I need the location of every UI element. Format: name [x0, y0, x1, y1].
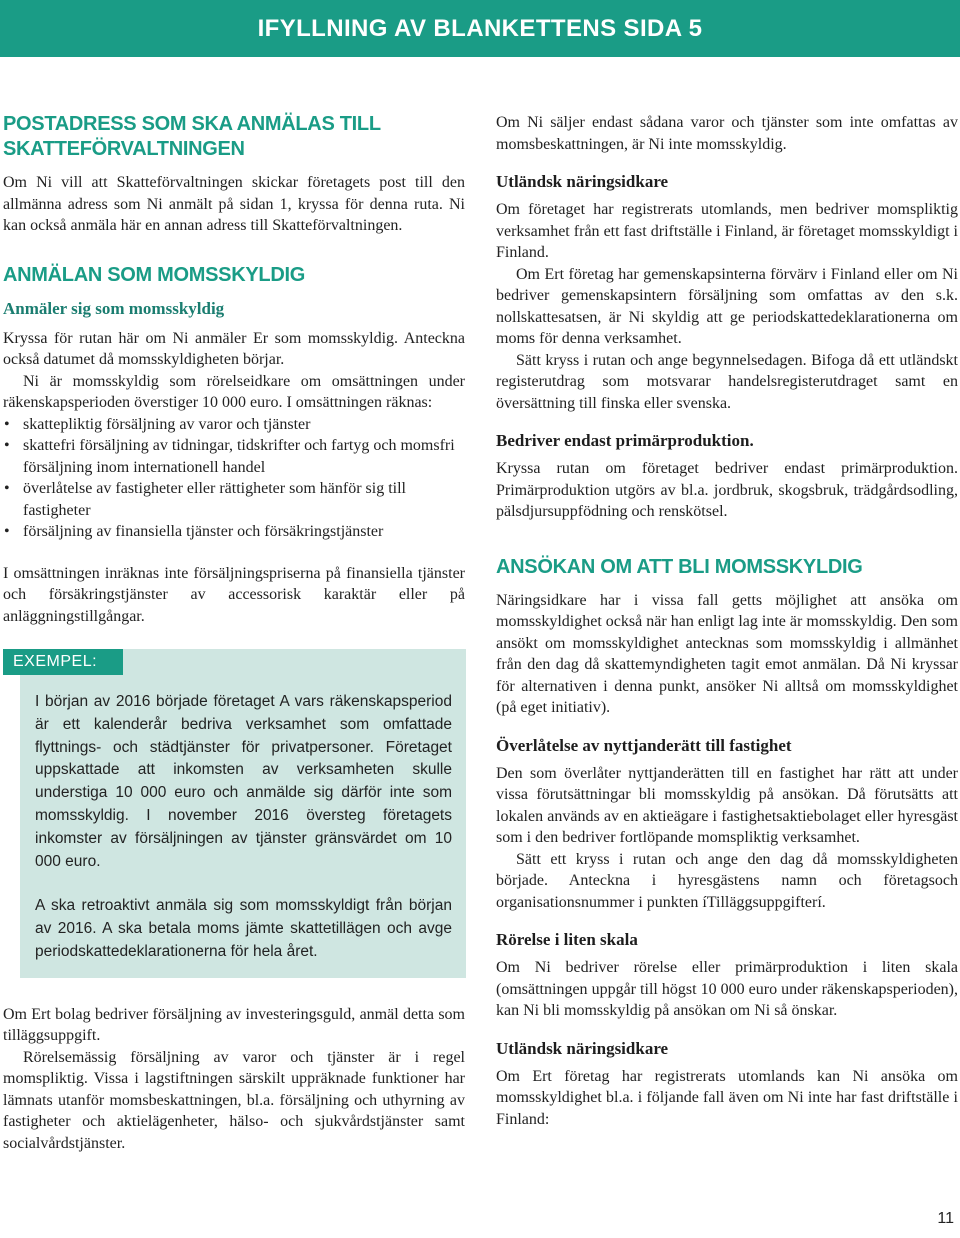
- right-column: [496, 112, 958, 1130]
- example-body: [35, 675, 452, 964]
- heading-foreign-trader: Utländsk näringsidkare: [496, 172, 669, 191]
- left-column: [3, 112, 465, 1154]
- foreign-trader-text-2: Om Ert företag har gemenskapsinterna förvärv i Finland eller om Ni bedriver gemenskapsintern försäljning som omfattas av den s.k. nollskattesatsen, är Ni skyldig att ge periodskattedeklarationerna om moms för denna verksamhet.: [496, 265, 958, 347]
- example-text-1: I början av 2016 började företaget A vars räkenskapsperiod är ett kalenderår bedriva verksamhet som omfattade flyttnings- och städtjänster för privatpersoner. Företaget uppskattade att inkomsten av verksamheten skulle understiga 10 000 euro och anmälde sig därför inte som momsskyldig. I november 2016 översteg företagets inkomster av försäljningen av tjänster gränsvärdet om 10 000 euro.: [35, 693, 452, 870]
- subheading-registers-vat: Anmäler sig som momsskyldig: [3, 298, 225, 318]
- section-heading-apply-vat: ANSÖKAN OM ATT BLI MOMSSKYLDIG: [496, 555, 863, 578]
- example-text-2: A ska retroaktivt anmäla sig som momsskyldigt från början av 2016. A ska betala moms jämte skattetillägen och avge periodskattedeklarationerna för hela året.: [35, 897, 452, 960]
- heading-foreign-trader-2: Utländsk näringsidkare: [496, 1038, 669, 1058]
- turnover-exclusion-text: I omsättningen inräknas inte försäljningspriserna på finansiella tjänster och försäkringstjänster av accessorisk karaktär eller på anläggningstillgångar.: [3, 564, 465, 625]
- list-item: • överlåtelse av fastigheter eller rättigheter som hänför sig till fastigheter: [3, 478, 465, 521]
- vat-registration-text-1: Kryssa för rutan här om Ni anmäler Er som momsskyldig. Anteckna också datumet då momsskyldigheten börjar.: [3, 329, 465, 368]
- property-transfer-text-1: Den som överlåter nyttjanderätten till en fastighet har rätt att under vissa förutsättningar bli momsskyldig på ansökan. Då förutsätts att lokalen används av en aktieägare i fastighetsaktiebolaget eller hyresgäst som i den bedriver fortlöpande momspliktig verksamhet.: [496, 764, 958, 846]
- list-item: • skattefri försäljning av tidningar, tidskrifter och fartyg och momsfri försäljning inom internationell handel: [3, 435, 465, 478]
- banner-title: IFYLLNING AV BLANKETTENS SIDA 5: [257, 14, 703, 42]
- section-heading-vat-registration: ANMÄLAN SOM MOMSSKYLDIG: [3, 263, 305, 286]
- heading-property-transfer: Överlåtelse av nyttjanderätt till fastighet: [496, 735, 792, 755]
- list-item: • försäljning av finansiella tjänster och försäkringstjänster: [3, 521, 465, 543]
- example-label: EXEMPEL:: [3, 649, 123, 675]
- heading-primary-production: Bedriver endast primärproduktion.: [496, 431, 754, 450]
- property-transfer-text-2: Sätt ett kryss i rutan och ange den dag då momsskyldigheten började. Anteckna i hyresgästens namn och företagsoch organisationsnummer i punkten íTilläggsuppgifterí.: [496, 850, 958, 911]
- investment-gold-text: Om Ert bolag bedriver försäljning av investeringsguld, anmäl detta som tilläggsuppgift.: [3, 1005, 465, 1045]
- postal-address-text: Om Ni vill att Skatteförvaltningen skickar företagets post till den allmänna adress som Ni anmält på sidan 1, kryssa för denna ruta. Ni kan också anmäla här en annan adress till Skatteförvaltningen.: [3, 174, 465, 234]
- foreign-trader-text-1: Om företaget har registrerats utomlands, men bedriver momspliktig verksamhet från ett fast driftställe i Finland, är företaget momsskyldigt i Finland.: [496, 201, 958, 261]
- heading-small-business: Rörelse i liten skala: [496, 930, 638, 949]
- page-banner: [0, 0, 960, 57]
- list-item: • skattepliktig försäljning av varor och tjänster: [3, 414, 465, 436]
- primary-production-text: Kryssa rutan om företaget bedriver endast primärproduktion. Primärproduktion utgörs av bl.a. jordbruk, skogsbruk, trädgårdsodling, pälsdjursuppfödning och renskötsel.: [496, 460, 958, 520]
- apply-vat-text: Näringsidkare har i vissa fall getts möjlighet att ansöka om momsskyldighet också när han enligt lag inte är momsskyldig. Den som ansökt om momsskyldighet antecknas som momsskyldig i allmänhet från den dag då skattemyndigheten tagit emot anmälan. Då Ni kryssar för alternativen i denna punkt, ansöker Ni alltså om momsskyldighet (på eget initiativ).: [496, 591, 958, 716]
- small-business-text: Om Ni bedriver rörelse eller primärproduktion i liten skala (omsättningen uppgår till högst 10 000 euro under räkenskapsperioden), kan Ni bli momsskyldig på ansökan om Ni så önskar.: [496, 959, 958, 1019]
- page-number: 11: [937, 1210, 954, 1227]
- section-heading-postal-address: POSTADRESS SOM SKA ANMÄLAS TILL SKATTEFÖRVALTNINGEN: [3, 113, 381, 160]
- foreign-trader-text-3: Sätt kryss i rutan och ange begynnelsedagen. Bifoga då ett utländskt registerutdrag som motsvarar handelsregisterutdraget samt en översättning till finska eller svenska.: [496, 351, 958, 412]
- turnover-list: [3, 414, 465, 543]
- foreign-trader-2-text: Om Ert företag har registrerats utomlands kan Ni ansöka om momsskyldighet bl.a. i följande fall även om Ni inte har fast driftställe i Finland:: [496, 1067, 958, 1128]
- intro-text: Om Ni säljer endast sådana varor och tjänster som inte omfattas av momsbeskattningen, är Ni inte momsskyldig.: [496, 114, 958, 153]
- example-box: [13, 649, 466, 978]
- vat-liable-sales-text: Rörelsemässig försäljning av varor och tjänster är i regel momspliktig. Vissa i lagstiftningen särskilt uppräknade funktioner har lämnats utanför momsbeskattningen, bl.a. försäljning och uthyrning av fastigheter och aktielägenheter, hälso- och sjukvårdstjänster samt socialvårdstjänster.: [3, 1048, 465, 1152]
- vat-registration-text-2: Ni är momsskyldig som rörelseidkare om omsättningen under räkenskapsperioden överstiger 10 000 euro. I omsättningen räknas:: [3, 372, 465, 411]
